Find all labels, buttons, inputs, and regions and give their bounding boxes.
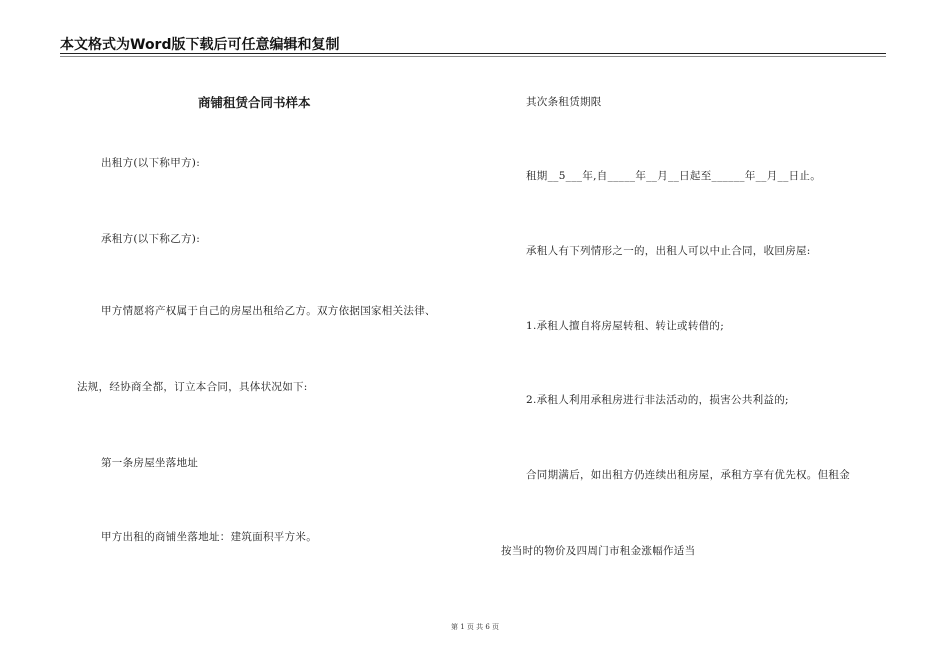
lessor-line: 出租方(以下称甲方): [101, 157, 201, 169]
renewal-paragraph-line-2: 按当时的物价及四周门市租金涨幅作适当 [501, 545, 696, 557]
termination-item-2: 2.承租人利用承租房进行非法活动的，损害公共利益的; [526, 394, 789, 406]
header-divider-secondary [60, 56, 886, 57]
header-divider [60, 53, 886, 54]
intro-paragraph-line-1: 甲方情愿将产权属于自己的房屋出租给乙方。双方依据国家相关法律、 [101, 305, 436, 317]
article-1-body: 甲方出租的商铺坐落地址：建筑面积平方米。 [101, 531, 317, 543]
document-title: 商铺租赁合同书样本 [198, 95, 311, 110]
lessee-line: 承租方(以下称乙方): [101, 233, 201, 245]
termination-item-1: 1.承租人擅自将房屋转租、转让或转借的; [526, 320, 725, 332]
renewal-paragraph-line-1: 合同期满后，如出租方仍连续出租房屋，承租方享有优先权。但租金 [526, 469, 850, 481]
intro-paragraph-line-2: 法规，经协商全都，订立本合同，具体状况如下: [77, 381, 308, 393]
page-number: 第 1 页 共 6 页 [450, 623, 500, 631]
termination-conditions-line: 承租人有下列情形之一的，出租人可以中止合同，收回房屋: [526, 245, 811, 257]
lease-term-line: 租期__5___年,自_____年__月__日起至______年__月__日止。 [526, 170, 822, 182]
article-2-heading: 其次条租赁期限 [526, 96, 602, 108]
document-banner: 本文格式为Word版下载后可任意编辑和复制 [60, 37, 340, 53]
article-1-heading: 第一条房屋坐落地址 [101, 457, 199, 469]
